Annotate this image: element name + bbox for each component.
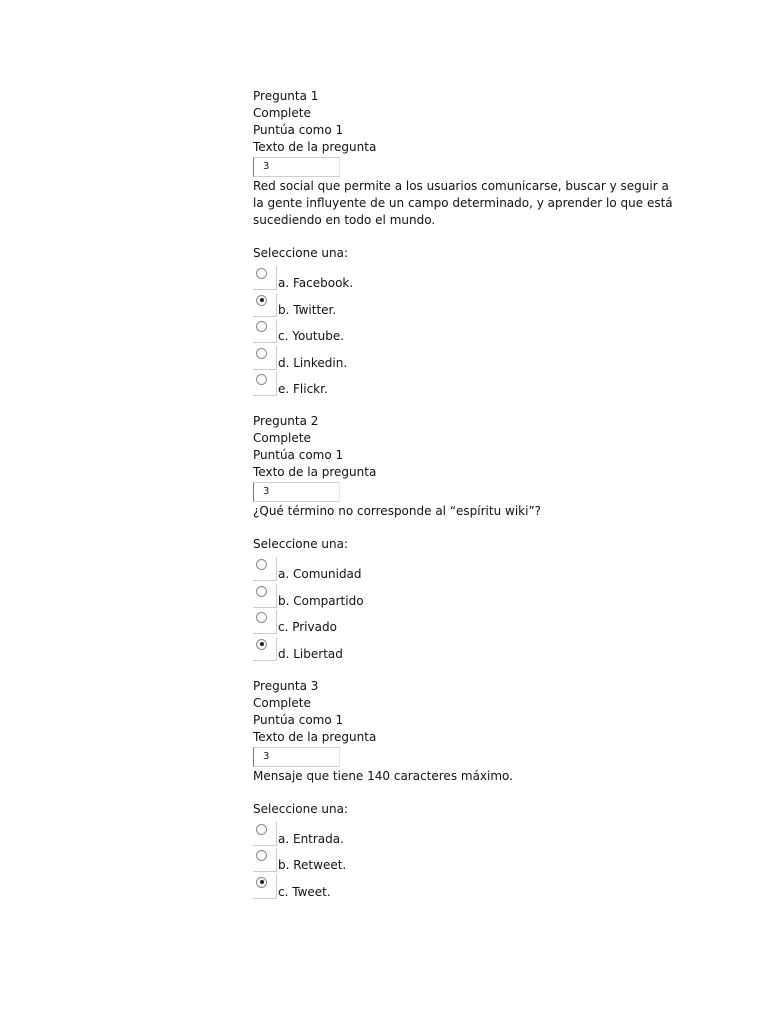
option-label: a. Facebook. <box>278 276 354 291</box>
option-label: c. Tweet. <box>278 884 331 899</box>
select-one-label: Seleccione una: <box>253 801 348 816</box>
radio-cell[interactable] <box>253 822 277 846</box>
radio-cell[interactable] <box>253 848 277 872</box>
radio-unchecked-icon[interactable] <box>256 586 267 597</box>
radio-unchecked-icon[interactable] <box>256 348 267 359</box>
radio-cell[interactable] <box>253 293 277 317</box>
answer-option[interactable] <box>253 317 673 343</box>
radio-cell[interactable] <box>253 319 277 343</box>
radio-cell[interactable] <box>253 610 277 634</box>
option-label: c. Youtube. <box>278 329 345 344</box>
question-spacer <box>253 661 673 678</box>
question-status: Complete <box>253 695 311 710</box>
option-label: d. Linkedin. <box>278 355 348 370</box>
radio-cell[interactable] <box>253 266 277 290</box>
question-score: Puntúa como 1 <box>253 447 344 462</box>
radio-unchecked-icon[interactable] <box>256 612 267 623</box>
question-block <box>253 413 673 661</box>
question-text: Red social que permite a los usuarios comunicarse, buscar y seguir a la gente influyente de un campo determinado, y aprender lo que está sucediendo en todo el mundo. <box>253 179 673 227</box>
question-text: Mensaje que tiene 140 caracteres máximo. <box>253 768 513 783</box>
answer-value-field[interactable]: 3 <box>253 157 340 177</box>
radio-checked-icon[interactable] <box>256 877 267 888</box>
select-one-label: Seleccione una: <box>253 536 348 551</box>
question-title: Pregunta 1 <box>253 89 319 103</box>
question-score: Puntúa como 1 <box>253 712 344 727</box>
options-list <box>253 820 673 899</box>
radio-cell[interactable] <box>253 875 277 899</box>
radio-cell[interactable] <box>253 584 277 608</box>
radio-unchecked-icon[interactable] <box>256 374 267 385</box>
select-one-label: Seleccione una: <box>253 246 348 260</box>
question-text-label: Texto de la pregunta <box>253 729 377 744</box>
radio-unchecked-icon[interactable] <box>256 321 267 332</box>
question-block <box>253 88 673 396</box>
question-status: Complete <box>253 430 311 445</box>
option-label: d. Libertad <box>278 646 343 661</box>
question-title: Pregunta 3 <box>253 678 319 693</box>
radio-cell[interactable] <box>253 346 277 370</box>
radio-unchecked-icon[interactable] <box>256 268 267 279</box>
option-label: b. Retweet. <box>278 858 347 873</box>
quiz-document <box>253 88 673 899</box>
question-score: Puntúa como 1 <box>253 123 344 137</box>
question-status: Complete <box>253 106 311 120</box>
radio-unchecked-icon[interactable] <box>256 559 267 570</box>
radio-unchecked-icon[interactable] <box>256 850 267 861</box>
radio-cell[interactable] <box>253 637 277 661</box>
option-label: b. Twitter. <box>278 302 337 317</box>
answer-option[interactable] <box>253 846 673 872</box>
question-block <box>253 678 673 899</box>
radio-cell[interactable] <box>253 372 277 396</box>
answer-option[interactable] <box>253 634 673 660</box>
options-list <box>253 555 673 661</box>
answer-value-field[interactable]: 3 <box>253 482 340 502</box>
question-text: ¿Qué término no corresponde al “espíritu wiki”? <box>253 503 542 518</box>
question-spacer <box>253 396 673 413</box>
radio-checked-icon[interactable] <box>256 295 267 306</box>
answer-option[interactable] <box>253 343 673 369</box>
radio-unchecked-icon[interactable] <box>256 824 267 835</box>
option-label: a. Entrada. <box>278 831 344 846</box>
radio-checked-icon[interactable] <box>256 639 267 650</box>
answer-option[interactable] <box>253 370 673 396</box>
answer-option[interactable] <box>253 608 673 634</box>
radio-cell[interactable] <box>253 557 277 581</box>
option-label: c. Privado <box>278 620 337 635</box>
option-label: e. Flickr. <box>278 381 328 396</box>
answer-option[interactable] <box>253 264 673 290</box>
question-text-label: Texto de la pregunta <box>253 140 377 154</box>
question-text-label: Texto de la pregunta <box>253 464 377 479</box>
answer-option[interactable] <box>253 820 673 846</box>
answer-option[interactable] <box>253 872 673 898</box>
option-label: a. Comunidad <box>278 567 362 582</box>
question-title: Pregunta 2 <box>253 413 319 428</box>
option-label: b. Compartido <box>278 593 364 608</box>
answer-option[interactable] <box>253 555 673 581</box>
answer-option[interactable] <box>253 581 673 607</box>
answer-option[interactable] <box>253 290 673 316</box>
answer-value-field[interactable]: 3 <box>253 747 340 767</box>
options-list <box>253 264 673 396</box>
